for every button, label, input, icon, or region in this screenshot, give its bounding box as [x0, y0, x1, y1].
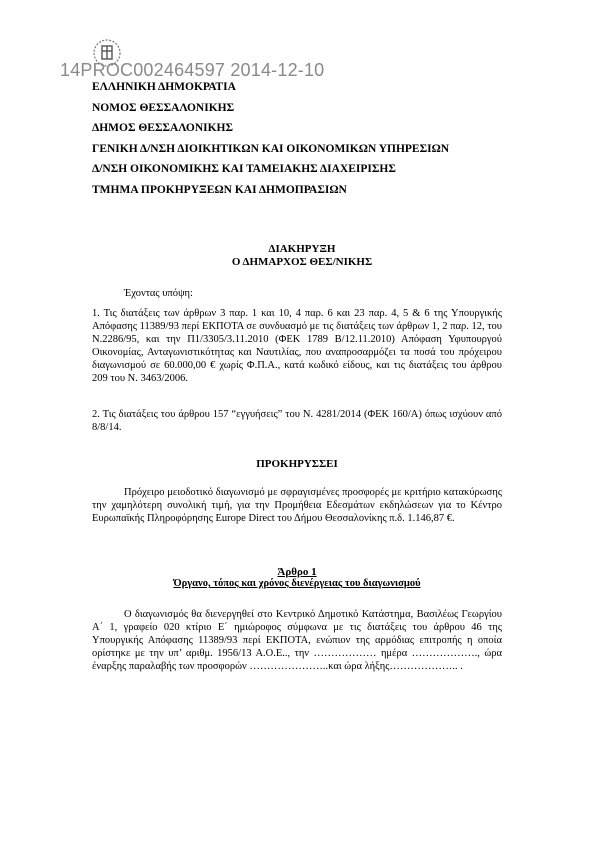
paragraph-1: 1. Τις διατάξεις των άρθρων 3 παρ. 1 και 10, 4 παρ. 6 και 23 παρ. 4, 5 & 6 της Υπουργικής Απόφασης 11389/93 περί ΕΚΠΟΤΑ σε συνδυασμό με τις διατάξεις των άρθρων 1, 2 παρ. 12, του Ν.2286/95, και την Π1/3305/3.11.2010 (ΦΕΚ 1789 Β/12.11.2010) Απόφαση Υφυπουργού Οικονομίας, Ανταγωνιστικότητας και Ναυτιλίας, που αναπροσαρμόζει τα ποσά του πρόχειρου διαγωνισμού σε 60.000,00 € χωρίς Φ.Π.Α., κατά κωδικό είδους, και τις διατάξεις του άρθρου 209 του Ν. 3463/2006.	[92, 308, 502, 384]
document-stamp: 14PROC002464597 2014-12-10	[60, 60, 325, 80]
issuer-header	[92, 80, 449, 203]
proclaims-heading: ΠΡΟΚΗΡΥΣΣΕΙ	[256, 458, 338, 470]
considering-label: Έχοντας υπόψη:	[124, 288, 193, 299]
header-line: ΓΕΝΙΚΗ Δ/ΝΣΗ ΔΙΟΙΚΗΤΙΚΩΝ ΚΑΙ ΟΙΚΟΝΟΜΙΚΩΝ ΥΠΗΡΕΣΙΩΝ	[92, 142, 450, 155]
title-line-1: ΔΙΑΚΗΡΥΞΗ	[268, 243, 336, 255]
article-number: Άρθρο 1	[277, 566, 317, 578]
document-title	[92, 243, 512, 269]
article-title: Όργανο, τόπος και χρόνος διενέργειας του διαγωνισμού	[173, 578, 421, 589]
paragraph-4: Ο διαγωνισμός θα διενεργηθεί στο Κεντρικό Δημοτικό Κατάστημα, Βασιλέως Γεωργίου Α΄ 1, γραφείο 020 κτίριο Ε΄ ημιώροφος σύμφωνα με τις διατάξεις του άρθρου 46 της Υπουργικής Απόφασης 11389/93 περί ΕΚΠΟΤΑ, ενώπιον της αρμόδιας επιτροπής η οποία ορίστηκε με την υπ’ αριθμ. 1956/13 Α.Ο.Ε.., την ……………… ημέρα ………………., ώρα έναρξης παραλαβής των προσφορών …………………..και ώρα λήξης……………….. .	[92, 609, 502, 672]
article-heading	[92, 566, 502, 590]
header-line: Δ/ΝΣΗ ΟΙΚΟΝΟΜΙΚΗΣ ΚΑΙ ΤΑΜΕΙΑΚΗΣ ΔΙΑΧΕΙΡΙΣΗΣ	[92, 163, 396, 175]
paragraph-3: Πρόχειρο μειοδοτικό διαγωνισμό με σφραγισμένες προσφορές με κριτήριο κατακύρωσης την χαμηλότερη συνολική τιμή, για την Προμήθεια Εδεσμάτων εκδηλώσεων για το Κέντρο Ευρωπαϊκής Πληροφόρησης Europe Direct του Δήμου Θεσσαλονίκης π.δ. 1.146,87 €.	[92, 487, 502, 524]
paragraph-2: 2. Τις διατάξεις του άρθρου 157 “εγγυήσεις” του Ν. 4281/2014 (ΦΕΚ 160/Α) όπως ισχύουν από 8/8/14.	[92, 409, 502, 433]
title-line-2: Ο ΔΗΜΑΡΧΟΣ ΘΕΣ/ΝΙΚΗΣ	[231, 256, 373, 268]
header-line: ΔΗΜΟΣ ΘΕΣΣΑΛΟΝΙΚΗΣ	[92, 122, 234, 134]
header-line: ΝΟΜΟΣ ΘΕΣΣΑΛΟΝΙΚΗΣ	[92, 101, 235, 114]
header-line: ΤΜΗΜΑ ΠΡΟΚΗΡΥΞΕΩΝ ΚΑΙ ΔΗΜΟΠΡΑΣΙΩΝ	[92, 183, 347, 196]
header-line: ΕΛΛΗΝΙΚΗ ΔΗΜΟΚΡΑΤΙΑ	[92, 81, 236, 93]
